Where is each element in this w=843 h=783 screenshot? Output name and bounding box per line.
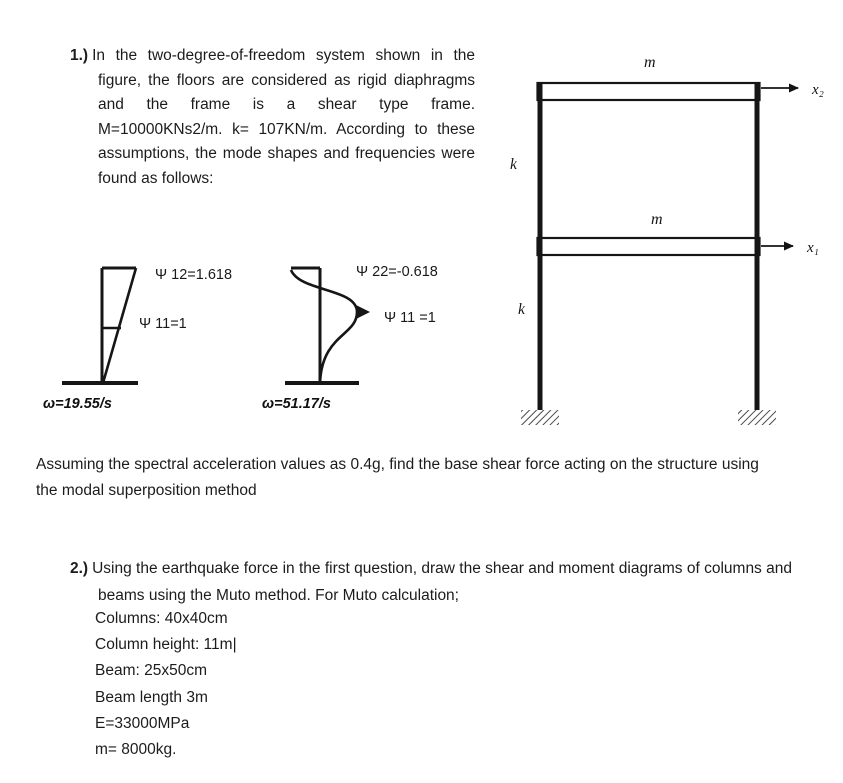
frame-k-top-label: k [510, 156, 517, 173]
mode1-psi11-label: Ψ 11=1 [139, 316, 187, 332]
mode1-omega-label: ω=19.55/s [43, 396, 112, 412]
frame-mass-top-label: m [644, 54, 656, 71]
question-1-number: 1.) [70, 47, 89, 64]
question-2 [70, 556, 792, 609]
muto-parameters-list [95, 606, 495, 763]
mode2-psi22-label: Ψ 22=-0.618 [356, 264, 438, 280]
list-item-elastic-modulus: E=33000MPa [95, 714, 190, 732]
question-1-text: In the two-degree-of-freedom system shown in the figure, the floors are considered as rigid diaphragms and the frame is a shear type frame. M=10000KNs2/m. k= 107KN/m. According to these assumptions, the mode shapes and frequencies were found as follows: [92, 47, 475, 187]
frame-x2-label: x₂ [812, 82, 824, 98]
mode2-mid-arrowhead [356, 305, 370, 319]
mode1-shape-line [103, 268, 136, 383]
mode2-shape-curve [291, 270, 357, 383]
frame-base-support-left [521, 410, 559, 425]
list-item-beam-length: Beam length 3m [95, 688, 208, 706]
frame-mass-mid-label: m [651, 211, 663, 228]
frame-mid-slab [538, 238, 760, 255]
question-1 [70, 44, 475, 192]
list-item-beam: Beam: 25x50cm [95, 662, 207, 680]
mode-shape-2-diagram [262, 262, 452, 392]
frame-base-support-right [738, 410, 776, 425]
frame-x1-label: x₁ [807, 240, 819, 256]
question-2-text: Using the earthquake force in the first question, draw the shear and moment diagrams of columns and beams using the Muto method. For Muto calculation; [92, 560, 792, 604]
frame-top-slab [538, 83, 760, 100]
frame-diagram [495, 48, 840, 438]
assumption-text: Assuming the spectral acceleration values as 0.4g, find the base shear force acting on the structure using the modal superposition method [36, 456, 759, 499]
list-item-column-height: Column height: 11m| [95, 636, 237, 654]
mode1-psi12-label: Ψ 12=1.618 [155, 267, 233, 283]
question-2-number: 2.) [70, 560, 89, 577]
frame-k-bottom-label: k [518, 301, 525, 318]
list-item-columns: Columns: 40x40cm [95, 610, 228, 627]
list-item-mass: m= 8000kg. [95, 741, 177, 759]
mode2-psi11-label: Ψ 11 =1 [384, 310, 436, 326]
mode2-omega-label: ω=51.17/s [262, 396, 331, 412]
